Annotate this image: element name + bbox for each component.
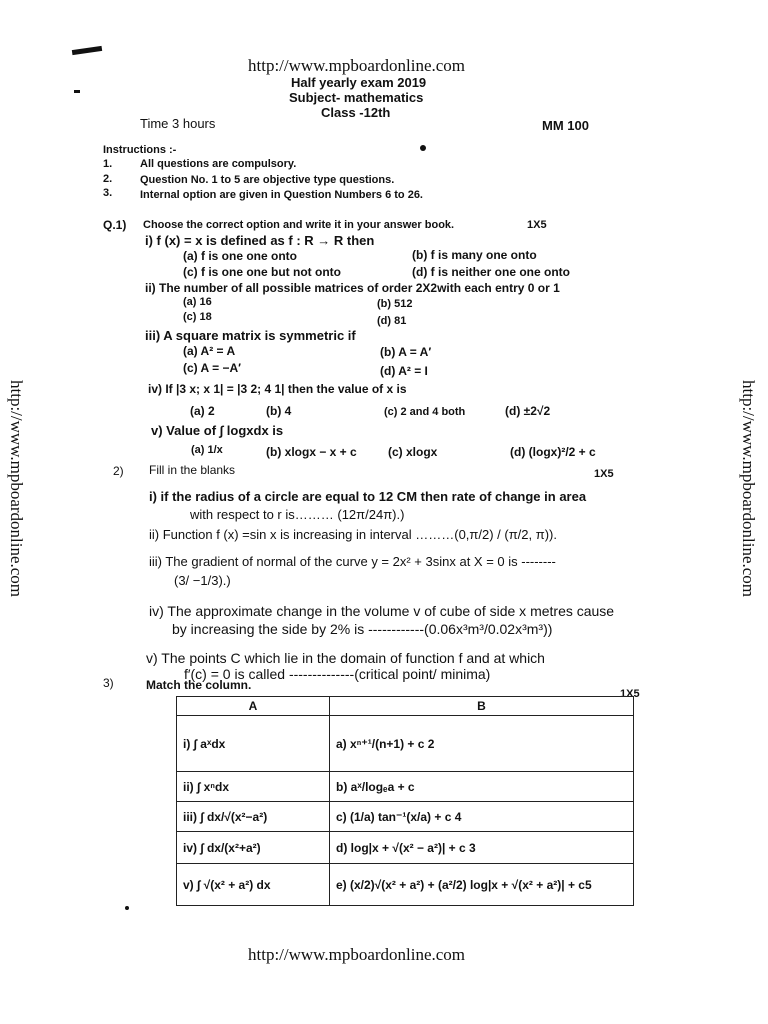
- q1-v-option-a: (a) 1/x: [191, 444, 223, 456]
- q1-i-option-d: (d) f is neither one one onto: [412, 265, 570, 279]
- q1-iv-option-b: (b) 4: [266, 404, 292, 418]
- q1-iii-option-d: (d) A² = I: [380, 364, 428, 378]
- q1-i-option-a: (a) f is one one onto: [183, 249, 297, 263]
- column-a-cell: i) ∫ aˣdx: [177, 716, 330, 772]
- top-url[interactable]: http://www.mpboardonline.com: [248, 56, 466, 75]
- q1-iii-option-c: (c) A = −A′: [183, 361, 242, 375]
- q2-v-line2: f′(c) = 0 is called --------------(critical point/ minima): [184, 666, 491, 682]
- column-a-cell: iii) ∫ dx/√(x²−a²): [177, 802, 330, 832]
- column-a-cell: iv) ∫ dx/(x²+a²): [177, 832, 330, 864]
- q2-iv-line1: iv) The approximate change in the volume v of cube of side x metres cause: [149, 603, 615, 619]
- exam-title: Half yearly exam 2019: [291, 75, 427, 90]
- subject-line: Subject- mathematics: [289, 90, 424, 105]
- column-a-header: A: [177, 697, 330, 716]
- time-label: Time 3 hours: [140, 116, 216, 131]
- instruction-text: All questions are compulsory.: [140, 158, 297, 170]
- bottom-url[interactable]: http://www.mpboardonline.com: [248, 945, 466, 964]
- q3-marks: 1X5: [620, 688, 640, 700]
- q1-iv-option-a: (a) 2: [190, 404, 215, 418]
- q1-iv-option-c: (c) 2 and 4 both: [384, 406, 466, 418]
- q1-i-option-c: (c) f is one one but not onto: [183, 265, 341, 279]
- q1-ii-option-c: (c) 18: [183, 311, 212, 323]
- q1-iii-stem: iii) A square matrix is symmetric if: [145, 328, 356, 343]
- q3-title: Match the column.: [146, 678, 252, 692]
- q1-marks: 1X5: [527, 219, 547, 231]
- q2-i-line2: with respect to r is……… (12π/24π).): [190, 507, 405, 522]
- table-row: [177, 802, 634, 832]
- q1-number: Q.1): [103, 218, 127, 232]
- scan-mark: [72, 46, 102, 55]
- scan-mark: [420, 145, 426, 151]
- max-marks: MM 100: [542, 118, 589, 133]
- q1-ii-option-b: (b) 512: [377, 298, 413, 310]
- match-table: [176, 696, 634, 906]
- q1-v-option-d: (d) (logx)²/2 + c: [510, 445, 596, 459]
- q2-iii-line2: (3/ −1/3).): [174, 573, 231, 588]
- q2-marks: 1X5: [594, 468, 614, 480]
- q1-ii-option-d: (d) 81: [377, 315, 407, 327]
- column-b-cell: b) aˣ/logₑa + c: [330, 772, 634, 802]
- column-b-cell: a) xⁿ⁺¹/(n+1) + c 2: [330, 716, 634, 772]
- q1-title: Choose the correct option and write it in your answer book.: [143, 219, 455, 231]
- q1-ii-option-a: (a) 16: [183, 296, 212, 308]
- q1-v-option-b: (b) xlogx − x + c: [266, 445, 357, 459]
- instruction-text: Internal option are given in Question Numbers 6 to 26.: [140, 189, 423, 201]
- q1-iii-option-b: (b) A = A′: [380, 345, 432, 359]
- table-row: [177, 864, 634, 906]
- q1-ii-stem: ii) The number of all possible matrices of order 2X2with each entry 0 or 1: [145, 281, 560, 295]
- q3-number: 3): [103, 676, 114, 690]
- column-b-cell: d) log|x + √(x² − a²)| + c 3: [330, 832, 634, 864]
- q2-iv-line2: by increasing the side by 2% is ------------(0.06x³m³/0.02x³m³)): [172, 621, 553, 637]
- q1-iii-option-a: (a) A² = A: [183, 344, 236, 358]
- column-a-cell: v) ∫ √(x² + a²) dx: [177, 864, 330, 906]
- column-b-header: B: [330, 697, 634, 716]
- q2-iii-line1: iii) The gradient of normal of the curve y = 2x² + 3sinx at X = 0 is --------: [149, 554, 556, 569]
- scan-mark: [125, 906, 129, 910]
- q2-ii: ii) Function f (x) =sin x is increasing in interval ………(0,π/2) / (π/2, π)).: [149, 527, 557, 542]
- table-row: [177, 716, 634, 772]
- q1-v-option-c: (c) xlogx: [388, 445, 438, 459]
- column-a-cell: ii) ∫ xⁿdx: [177, 772, 330, 802]
- side-url-right[interactable]: http://www.mpboardonline.com: [739, 380, 758, 598]
- instruction-text: Question No. 1 to 5 are objective type questions.: [140, 174, 395, 186]
- instruction-num: 1.: [103, 158, 113, 170]
- table-row: [177, 772, 634, 802]
- q2-number: 2): [113, 464, 124, 478]
- class-line: Class -12th: [321, 105, 391, 120]
- q1-v-stem: v) Value of ∫ logxdx is: [151, 423, 284, 438]
- q2-v-line1: v) The points C which lie in the domain of function f and at which: [146, 650, 545, 666]
- q2-i-line1: i) if the radius of a circle are equal to 12 CM then rate of change in area: [149, 489, 587, 504]
- q2-title: Fill in the blanks: [149, 463, 236, 477]
- column-b-cell: e) (x/2)√(x² + a²) + (a²/2) log|x + √(x² + a²)| + c5: [330, 864, 634, 906]
- scan-mark: [74, 90, 80, 93]
- instructions-title: Instructions :-: [103, 144, 177, 156]
- column-b-cell: c) (1/a) tan⁻¹(x/a) + c 4: [330, 802, 634, 832]
- side-url-left[interactable]: http://www.mpboardonline.com: [7, 380, 26, 598]
- instruction-num: 2.: [103, 173, 113, 185]
- table-header-row: [177, 697, 634, 716]
- q1-i-option-b: (b) f is many one onto: [412, 248, 537, 262]
- q1-iv-option-d: (d) ±2√2: [505, 404, 551, 418]
- instruction-num: 3.: [103, 187, 113, 199]
- q1-iv-stem: iv) If |3 x; x 1| = |3 2; 4 1| then the value of x is: [148, 382, 407, 396]
- table-row: [177, 832, 634, 864]
- q1-i-stem: i) f (x) = x is defined as f : R → R then: [145, 233, 375, 248]
